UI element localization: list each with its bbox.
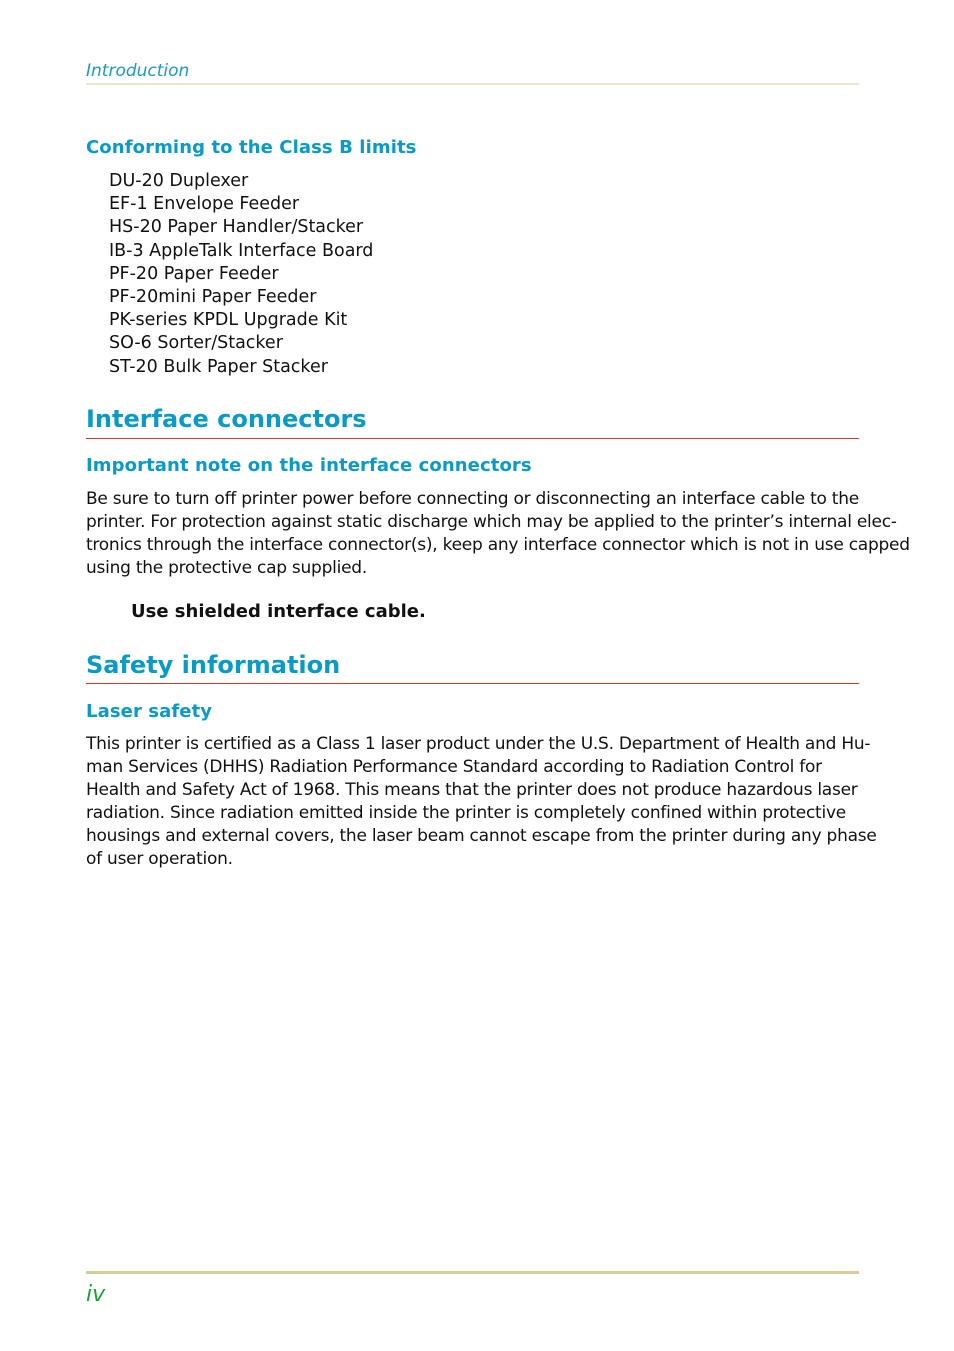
interface-paragraph — [86, 488, 910, 580]
text-line: using the protective cap supplied. — [86, 558, 367, 579]
class-b-list — [109, 170, 373, 379]
safety-heading: Safety information — [86, 651, 341, 679]
text-line: This printer is certified as a Class 1 laser product under the U.S. Department of Health and Hu- — [86, 734, 871, 754]
list-item: PF-20 Paper Feeder — [109, 263, 279, 284]
class-b-heading: Conforming to the Class B limits — [86, 137, 417, 158]
interface-heading: Interface connectors — [86, 405, 367, 433]
text-line: of user operation. — [86, 849, 233, 870]
list-item: IB-3 AppleTalk Interface Board — [109, 240, 374, 261]
list-item: EF-1 Envelope Feeder — [109, 194, 300, 215]
text-line: tronics through the interface connector(s), keep any interface connector which is not in use capped — [86, 535, 910, 556]
text-line: housings and external covers, the laser beam cannot escape from the printer during any phase — [86, 826, 877, 847]
section-rule — [86, 438, 859, 439]
list-item: PF-20mini Paper Feeder — [109, 287, 317, 308]
text-line: Be sure to turn off printer power before connecting or disconnecting an interface cable to the — [86, 489, 859, 509]
text-line: radiation. Since radiation emitted inside the printer is completely confined within protective — [86, 803, 846, 824]
section-rule — [86, 683, 859, 684]
list-item: DU-20 Duplexer — [109, 171, 249, 191]
text-line: man Services (DHHS) Radiation Performance Standard according to Radiation Control for — [86, 757, 822, 778]
running-header: Introduction — [86, 61, 190, 81]
page-number: iv — [86, 1282, 106, 1307]
list-item: HS-20 Paper Handler/Stacker — [109, 217, 364, 238]
list-item: ST-20 Bulk Paper Stacker — [109, 356, 328, 377]
header-rule — [86, 83, 859, 85]
list-item: PK-series KPDL Upgrade Kit — [109, 310, 348, 331]
shielded-cable-note: Use shielded interface cable. — [131, 601, 426, 622]
text-line: printer. For protection against static discharge which may be applied to the printer’s internal elec- — [86, 512, 897, 533]
footer-rule — [86, 1271, 859, 1274]
laser-safety-paragraph — [86, 733, 877, 872]
text-line: Health and Safety Act of 1968. This means that the printer does not produce hazardous laser — [86, 780, 858, 801]
interface-subheading: Important note on the interface connectors — [86, 455, 532, 476]
laser-safety-subheading: Laser safety — [86, 701, 213, 722]
list-item: SO-6 Sorter/Stacker — [109, 333, 283, 354]
